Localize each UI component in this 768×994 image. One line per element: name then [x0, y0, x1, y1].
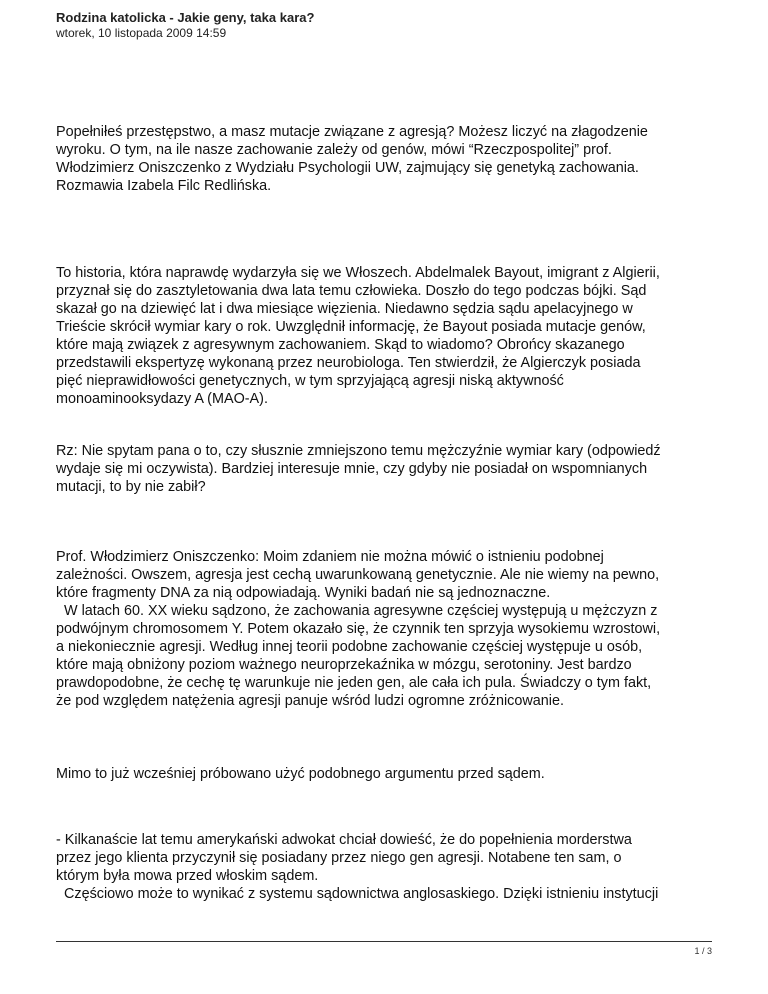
- paragraph-question-1: Rz: Nie spytam pana o to, czy słusznie zmniejszono temu mężczyźnie wymiar kary (odpowiedź wydaje się mi oczywista). Bardziej interesuje mnie, czy gdyby nie posiadał on wspomnianych mutacji, to by nie zabił?: [56, 443, 661, 495]
- page-header: [56, 10, 712, 41]
- article-date: wtorek, 10 listopada 2009 14:59: [56, 26, 227, 40]
- paragraph-question-2: Mimo to już wcześniej próbowano użyć podobnego argumentu przed sądem.: [56, 766, 545, 782]
- footer-divider: [56, 941, 712, 942]
- article-title: Rodzina katolicka - Jakie geny, taka kara?: [56, 10, 315, 25]
- page-number: 1 / 3: [694, 946, 712, 956]
- paragraph-lead: Popełniłeś przestępstwo, a masz mutacje związane z agresją? Możesz liczyć na złagodzenie wyroku. O tym, na ile nasze zachowanie zależy od genów, mówi “Rzeczpospolitej” prof. Włodzimierz Oniszczenko z Wydziału Psychologii UW, zajmujący się genetyką zachowania. Rozmawia Izabela Filc Redlińska.: [56, 124, 648, 194]
- paragraph-answer-1: Prof. Włodzimierz Oniszczenko: Moim zdaniem nie można mówić o istnieniu podobnej zależności. Owszem, agresja jest cechą uwarunkowaną genetycznie. Ale nie wiemy na pewno, które fragmenty DNA za nią odpowiadają. Wyniki badań nie są jednoznaczne. W latach 60. XX wieku sądzono, że zachowania agresywne częściej występują u mężczyzn z podwójnym chromosomem Y. Potem okazało się, że czynnik ten sprzyja wysokiemu wzrostowi, a niekoniecznie agresji. Według innej teorii podobne zachowanie częściej występuje u osób, które mają obniżony poziom ważnego neuroprzekaźnika w mózgu, serotoniny. Jest bardzo prawdopodobne, że cechę tę warunkuje nie jeden gen, ale cała ich pula. Świadczy o tym fakt, że pod względem natężenia agresji panuje wśród ludzi ogromne zróżnicowanie.: [56, 549, 661, 709]
- paragraph-story: To historia, która naprawdę wydarzyła się we Włoszech. Abdelmalek Bayout, imigrant z Algierii, przyznał się do zasztyletowania dwa lata temu człowieka. Doszło do tego podczas bójki. Sąd skazał go na dziewięć lat i dwa miesiące więzienia. Niedawno sędzia sądu apelacyjnego w Trieście skrócił wymiar kary o rok. Uwzględnił informację, że Bayout posiada mutacje genów, które mają związek z agresywnym zachowaniem. Skąd to wiadomo? Obrońcy skazanego przedstawili ekspertyzę wykonaną przez neurobiologa. Ten stwierdził, że Algierczyk posiada pięć nieprawidłowości genetycznych, w tym sprzyjającą agresji niską aktywność monoaminooksydazy A (MAO-A).: [56, 265, 660, 407]
- paragraph-answer-2: - Kilkanaście lat temu amerykański adwokat chciał dowieść, że do popełnienia morderstwa przez jego klienta przyczynił się posiadany przez niego gen agresji. Notabene ten sam, o którym była mowa przed włoskim sądem. Częściowo może to wynikać z systemu sądownictwa anglosaskiego. Dzięki istnieniu instytucji: [56, 832, 659, 902]
